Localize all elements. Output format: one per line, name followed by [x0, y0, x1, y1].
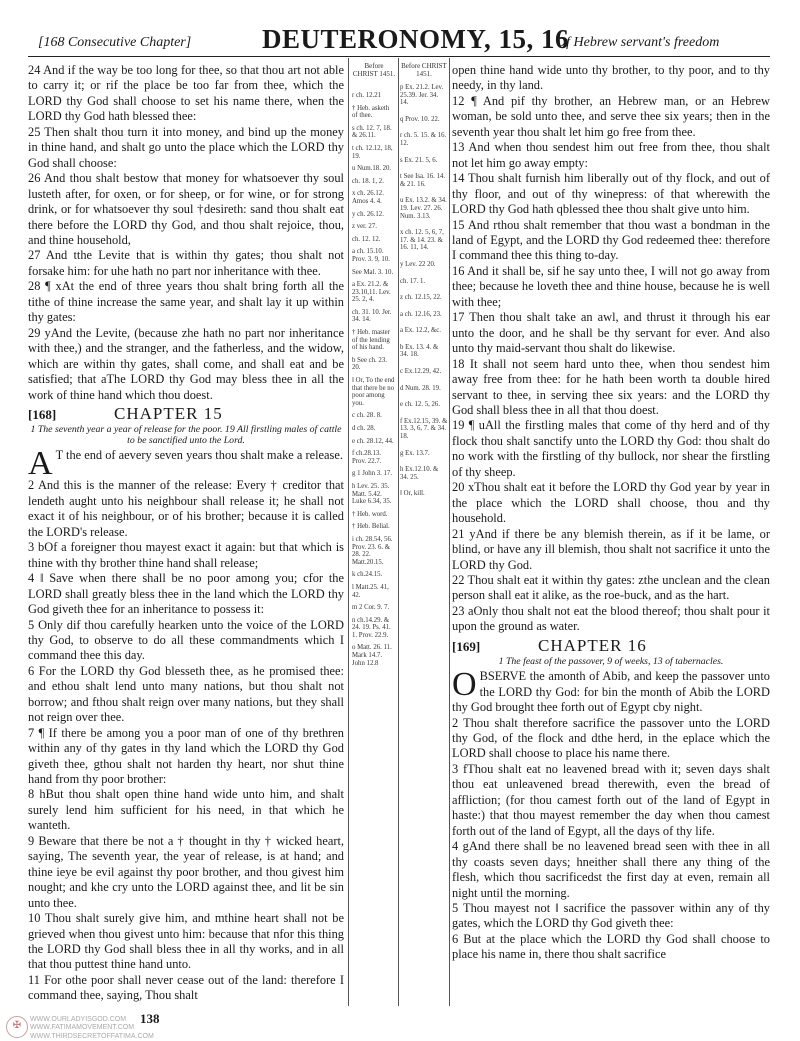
verse: 28 ¶ xAt the end of three years thou shalt bring forth all the tithe of thine increase the same year, and shalt lay it up within thy gates:	[28, 279, 344, 325]
margin-reference: d Num. 28. 19.	[400, 384, 441, 392]
verse: 15 And rthou shalt remember that thou wast a bondman in the land of Egypt, and the LORD thy God redeemed thee: therefore I command thee this thing to-day.	[452, 217, 770, 263]
margin-reference: d ch. 28.	[352, 425, 376, 432]
margin-reference: ‖ Or, To the end that there be no poor among you.	[352, 377, 395, 407]
page-number: 138	[140, 1011, 160, 1026]
margin-reference: † Heb. asketh of thee.	[352, 104, 390, 120]
verse-text: T the end of aevery seven years thou shalt make a release.	[55, 448, 343, 463]
verse: 29 yAnd the Levite, (because zhe hath no part nor inheritance with thee,) and the stranger, and the fatherless, and the widow, which are within thy gates, shall come, and shall eat and be satisfied; that aThe LORD thy God may bless thee in all the work of thine hand which thou doest.	[28, 325, 344, 402]
margin-reference: u Num.18. 20.	[352, 165, 392, 173]
margin-reference: b Ex. 13. 4. & 34. 18.	[400, 343, 439, 359]
verse: 5 Thou mayest not ‖ sacrifice the passover within any of thy gates, which the LORD thy God giveth thee:	[452, 901, 770, 931]
margin-reference: † Heb. word.	[352, 510, 388, 518]
verse: open thine hand wide unto thy brother, to thy poor, and to thy needy, in thy land.	[452, 63, 770, 93]
verse: 20 xThou shalt eat it before the LORD thy God year by year in the place which the LORD shall choose, thou and thy household.	[452, 480, 770, 526]
margin-reference: r ch. 12.21	[352, 92, 382, 99]
margin-reference: e ch. 12. 5, 26.	[400, 401, 441, 409]
margin-reference: y Lev. 22 20.	[400, 260, 436, 268]
verse: 18 It shall not seem hard unto thee, when thou sendest him away free from thee: for he hath been worth ta double hired servant to thee, in serving thee six years: and the LORD thy God shall bless thee in all that thou doest.	[452, 356, 770, 417]
margin-reference: ‖ Or, kill.	[400, 490, 425, 498]
margin-reference: k ch.24.15.	[352, 571, 383, 579]
column-divider	[449, 58, 450, 1006]
margin-reference: i ch. 28.54, 56. Prov. 23. 6. & 28. 22. Matt.20.15.	[352, 535, 393, 566]
chapter-summary: 1 The feast of the passover, 9 of weeks, 13 of tabernacles.	[498, 656, 724, 668]
margin-reference: t ch. 12.12, 18, 19.	[352, 144, 393, 160]
verse: 21 yAnd if there be any blemish therein, as if it be lame, or blind, or have any ill blemish, thou shalt not sacrifice it unto the LORD thy God.	[452, 526, 770, 572]
margin-reference: z ver. 27.	[352, 223, 377, 231]
verse: 6 For the LORD thy God blesseth thee, as he promised thee: and ethou shalt lend unto many nations, but thou shalt not borrow; and fthou shalt reign over many nations, but they shall not reign over thee.	[28, 663, 344, 725]
watermark-line: WWW.FATIMAMOVEMENT.COM	[30, 1024, 135, 1032]
margin-reference: a ch. 12.16, 23.	[400, 310, 442, 318]
margin-notes-list	[400, 84, 448, 498]
verse: 3 bOf a foreigner thou mayest exact it again: but that which is thine with thy brother thine hand shall release;	[28, 540, 344, 570]
margin-reference: f ch.28.13. Prov. 22.7.	[352, 450, 382, 465]
verse: 25 Then shalt thou turn it into money, and bind up the money in thine hand, and shalt go unto the place which the LORD thy God shall choose:	[28, 124, 344, 170]
verse: 6 But at the place which the LORD thy God shall choose to place his name in, there thou shalt sacrifice	[452, 931, 770, 962]
margin-reference: a Ex. 12.2, &c.	[400, 327, 441, 335]
seal-icon: ✠	[6, 1016, 28, 1038]
margin-reference: c ch. 28. 8.	[352, 412, 382, 420]
verse: 24 And if the way be too long for thee, so that thou art not able to carry it; or rif the place be too far from thee, which the LORD thy God shall choose to set his name there, when the LORD thy God hath blessed thee:	[28, 63, 344, 124]
margin-notes-list	[352, 92, 396, 667]
margin-reference: See Mal. 3. 10.	[352, 268, 394, 276]
chapter-heading	[28, 403, 344, 423]
verse: 19 ¶ uAll the firstling males that come of thy herd and of thy flock thou shalt sanctify unto the LORD thy God: thou shalt do no work with the firstling of thy bullock, nor shear the firstling of thy sheep.	[452, 418, 770, 479]
column-divider	[348, 58, 349, 1006]
header-chapter-count: [168 Consecutive Chapter]	[38, 35, 192, 50]
verse: 11 For othe poor shall never cease out of the land: therefore I command thee, saying, Thou shalt	[28, 972, 344, 1003]
margin-reference: ch. 12. 12.	[352, 235, 381, 243]
margin-references-left	[352, 62, 396, 672]
margin-reference: g Ex. 13.7.	[400, 449, 430, 457]
verse: 4 gAnd there shall be no leavened bread seen with thee in all thy coasts seven days; hneither shall there any thing of the flesh, which thou sacrificedst the first day at even, remain all night until the morning.	[452, 839, 770, 900]
verse: 8 hBut thou shalt open thine hand wide unto him, and shalt surely lend him sufficient for his need, in that which he wanteth.	[28, 787, 344, 833]
margin-date-header: Before CHRIST 1451.	[401, 62, 447, 78]
verse: 17 Then thou shalt take an awl, and thrust it through his ear unto the door, and he shall be thy servant for ever. And also unto thy maid-servant thou shalt do likewise.	[452, 310, 770, 356]
margin-reference: n ch.14.29. & 24. 19. Ps. 41. 1. Prov. 22.9.	[352, 616, 391, 639]
verse: 3 fThou shalt eat no leavened bread with it; seven days shalt thou eat unleavened bread therewith, even the bread of affliction; (for thou camest forth out of the land of Egypt in haste:) that thou mayest remember the day when thou camest forth out of the land of Egypt, all the days of thy life.	[452, 761, 770, 838]
verse: 2 And this is the manner of the release: Every † creditor that lendeth aught unto his neighbour shall release it; he shall not exact it of his neighbour, or of his brother; because it is called the LORD's release.	[28, 478, 344, 539]
page-title: DEUTERONOMY, 15, 16	[262, 24, 570, 54]
verse: 13 And when thou sendest him out free from thee, thou shalt not let him go away empty:	[452, 140, 770, 170]
chapter-title: CHAPTER 15	[114, 403, 223, 423]
chapter-summary: 1 The seventh year a year of release for the poor. 19 All firstling males of cattle to be sanctified unto the Lord.	[30, 424, 342, 447]
drop-cap: O	[452, 666, 477, 704]
margin-reference: q Prov. 10. 22.	[400, 115, 440, 123]
margin-reference: o Matt. 26. 11. Mark 14.7. John 12.8	[352, 644, 392, 667]
verse: 10 Thou shalt surely give him, and mthine heart shall not be grieved when thou givest unto him: because that nfor this thing the LORD thy God shall bless thee in all thy works, and in all that thou puttest thine hand unto.	[28, 911, 344, 972]
margin-reference: ch. 31. 10. Jer. 34. 14.	[352, 308, 392, 324]
margin-reference: x ch. 12. 5, 6, 7, 17. & 14. 23. & 16. 11, 14.	[400, 229, 444, 252]
margin-reference: a Ex. 21.2. & 23.10,11. Lev. 25. 2, 4.	[352, 281, 391, 304]
chapter-title: CHAPTER 16	[538, 635, 647, 655]
margin-reference: † Heb. master of the lending of his hand.	[352, 329, 390, 352]
margin-reference: r ch. 5. 15. & 16. 12.	[400, 132, 447, 147]
verse: 16 And it shall be, sif he say unto thee, I will not go away from thee; because he loveth thee and thine house, because he is well with thee;	[452, 263, 770, 309]
margin-reference: t See Isa. 16. 14. & 21. 16.	[400, 173, 446, 188]
margin-reference: ch. 18. 1, 2.	[352, 177, 384, 185]
watermark-line: WWW.THIRDSECRETOFFATIMA.COM	[30, 1032, 154, 1040]
left-text-column	[28, 63, 344, 1004]
verse: 14 Thou shalt furnish him liberally out of thy flock, and out of thy floor, and out of thy winepress: of that wherewith the LORD thy God hath qblessed thee thou shalt give unto him.	[452, 171, 770, 217]
drop-cap: A	[28, 445, 53, 483]
verse: 26 And thou shalt bestow that money for whatsoever thy soul lusteth after, for oxen, or for sheep, or for wine, or for strong drink, or for whatsoever thy soul †desireth: sand thou shalt eat there before the LORD thy God, and thou shalt rejoice, thou, and thine household,	[28, 171, 344, 247]
margin-date-header: Before CHRIST 1451.	[352, 62, 396, 78]
margin-reference: s Ex. 21. 5, 6.	[400, 156, 438, 164]
margin-reference: x ch. 26.12. Amos 4. 4.	[352, 190, 384, 205]
margin-reference: h Lev. 25. 35. Matt. 5.42. Luke 6.34, 35.	[352, 482, 392, 506]
header-topic: Of Hebrew servant's freedom	[556, 35, 720, 50]
column-divider	[398, 58, 399, 1006]
margin-reference: h Ex.12.10. & 34. 25.	[400, 466, 439, 481]
margin-reference: b See ch. 23. 20.	[352, 356, 387, 372]
verse-text: BSERVE the amonth of Abib, and keep the passover unto the LORD thy God: for bin the month of Abib the LORD thy God brought thee forth out of Egypt cby night.	[452, 669, 770, 715]
verse	[28, 445, 344, 483]
margin-reference: e ch. 28.12, 44.	[352, 437, 394, 445]
verse: 5 Only dif thou carefully hearken unto the voice of the LORD thy God, to observe to do all these commandments which I command thee this day.	[28, 617, 344, 663]
margin-reference: c Ex.12.29, 42.	[400, 368, 442, 376]
margin-reference: a ch. 15.10. Prov. 3. 9, 10.	[352, 248, 390, 263]
margin-reference: s ch. 12. 7, 18. & 26.11.	[352, 124, 392, 140]
verse: 23 aOnly thou shalt not eat the blood thereof; thou shalt pour it upon the ground as water.	[452, 603, 770, 634]
margin-reference: f Ex.12.15, 39. & 13. 3, 6, 7. & 34. 18.	[400, 417, 448, 441]
margin-reference: m 2 Cor. 9. 7.	[352, 604, 390, 612]
verse	[452, 666, 770, 715]
header-rule	[28, 56, 770, 57]
chapter-heading	[452, 635, 770, 655]
verse: 22 Thou shalt eat it within thy gates: zthe unclean and the clean person shall eat it alike, as the roe-buck, and as the hart.	[452, 572, 770, 603]
verse: 7 ¶ If there be among you a poor man of one of thy brethren within any of thy gates in thy land which the LORD thy God giveth thee, gthou shalt not harden thy heart, nor shut thine hand from thy poor brother:	[28, 725, 344, 787]
chapter-number: [168]	[28, 406, 57, 422]
margin-reference: l Matt.25. 41, 42.	[352, 583, 389, 599]
margin-reference: ch. 17. 1.	[400, 277, 426, 285]
margin-reference: y ch. 26.12.	[352, 210, 384, 218]
margin-reference: z ch. 12.15, 22.	[400, 294, 442, 302]
chapter-number: [169]	[452, 638, 481, 654]
margin-reference: p Ex. 21.2. Lev. 25.39. Jer. 34. 14.	[400, 84, 444, 107]
verse: 9 Beware that there be not a † thought in thy † wicked heart, saying, The seventh year, the year of release, is at hand; and thine ieye be evil against thy poor brother, and thou givest him nought; and khe cry unto the LORD against thee, and lit be sin unto thee.	[28, 833, 344, 910]
watermark-line: WWW.OURLADYISGOD.COM	[30, 1016, 127, 1023]
margin-reference: u Ex. 13.2. & 34. 19. Lev. 27. 26. Num. 3.13.	[400, 197, 447, 220]
margin-reference: g 1 John 3. 17.	[352, 470, 393, 478]
margin-references-right	[400, 62, 448, 507]
verse: 12 ¶ And pif thy brother, an Hebrew man, or an Hebrew woman, be sold unto thee, and serve thee six years; then in the seventh year thou shalt let him go free from thee.	[452, 93, 770, 139]
margin-reference: † Heb. Belial.	[352, 523, 390, 531]
website-watermark	[30, 1016, 154, 1041]
verse: 2 Thou shalt therefore sacrifice the passover unto the LORD thy God, of the flock and dthe herd, in the eplace which the LORD shall choose to place his name there.	[452, 715, 770, 761]
verse: 27 And tthe Levite that is within thy gates; thou shalt not forsake him: for uhe hath no part nor inheritance with thee.	[28, 248, 344, 278]
right-text-column	[452, 63, 770, 963]
verse: 4 ‖ Save when there shall be no poor among you; cfor the LORD shall greatly bless thee in the land which the LORD thy God giveth thee for an inheritance to possess it:	[28, 571, 344, 617]
